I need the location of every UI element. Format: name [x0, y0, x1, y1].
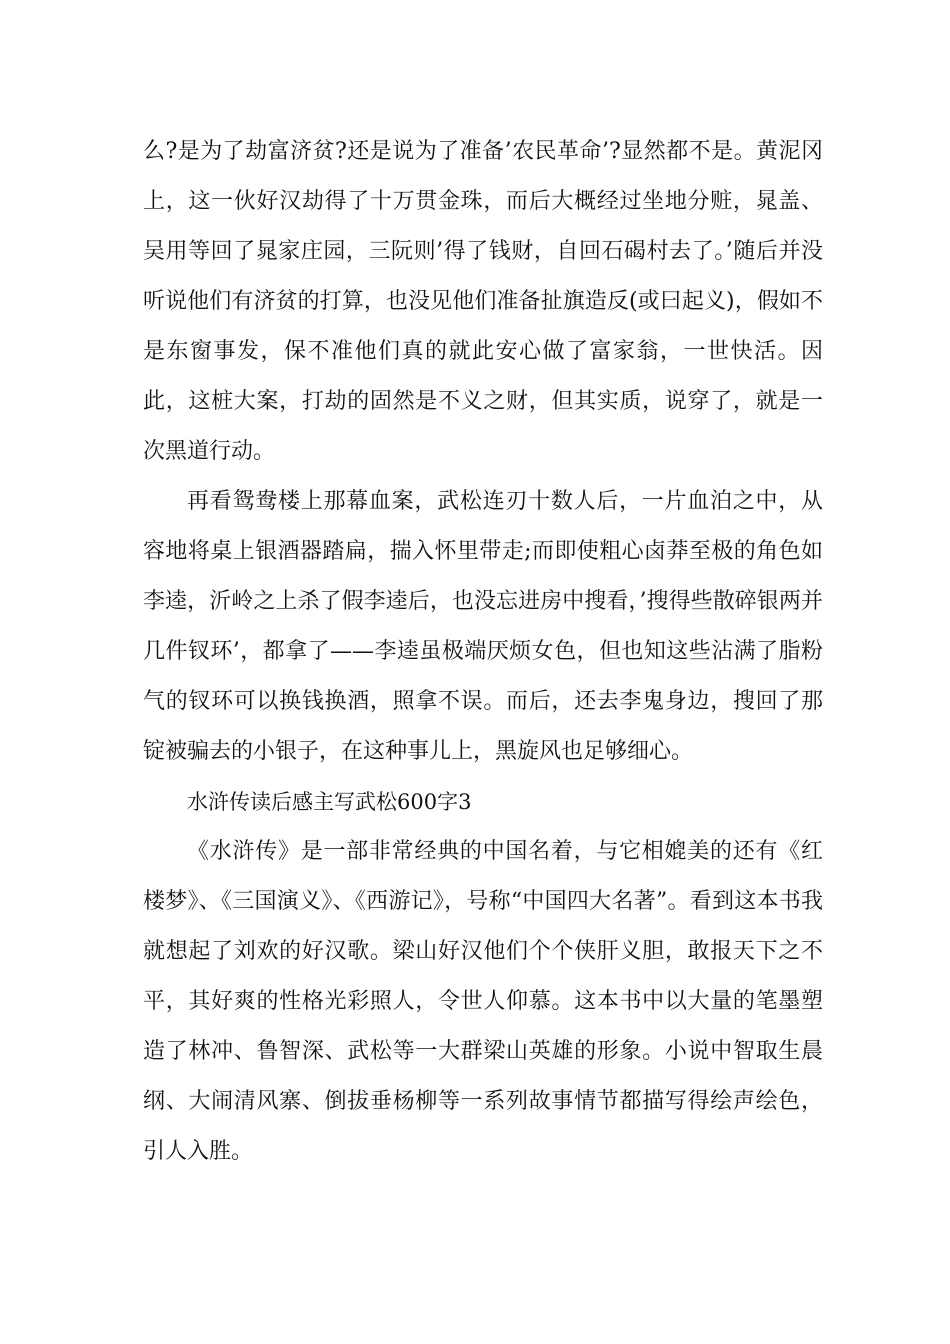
paragraph-yuanyang-tower: 再看鸳鸯楼上那幕血案，武松连刃十数人后，一片血泊之中，从容地将桌上银酒器踏扁，揣入怀里带走;而即使粗心卤莽至极的角色如李逵，沂岭之上杀了假李逵后，也没忘进房中搜看，’搜得些散碎银两并几件钗环’，都拿了——李逵虽极端厌烦女色，但也知这些沾满了脂粉气的钗环可以换钱换酒，照拿不误。而后，还去李鬼身边，搜回了那锭被骗去的小银子，在这种事儿上，黑旋风也足够细心。 — [143, 489, 823, 764]
section-heading: 水浒传读后感主写武松600字3 — [187, 790, 472, 814]
paragraph-continuation: 么?是为了劫富济贫?还是说为了准备’农民革命’?显然都不是。黄泥冈上，这一伙好汉劫得了十万贯金珠，而后大概经过坐地分赃，晁盖、吴用等回了晁家庄园，三阮则’得了钱财，自回石碣村去了。’随后并没听说他们有济贫的打算，也没见他们准备扯旗造反(或曰起义)，假如不是东窗事发，保不准他们真的就此安心做了富家翁，一世快活。因此，这桩大案，打劫的固然是不义之财，但其实质，说穿了，就是一次黑道行动。 — [143, 139, 823, 464]
document-body — [143, 127, 823, 1177]
paragraph-water-margin-intro: 《水浒传》是一部非常经典的中国名着，与它相媲美的还有《红楼梦》、《三国演义》、《西游记》，号称“中国四大名著”。看到这本书我就想起了刘欢的好汉歌。梁山好汉他们个个侠肝义胆，敢报天下之不平，其好爽的性格光彩照人，令世人仰慕。这本书中以大量的笔墨塑造了林冲、鲁智深、武松等一大群梁山英雄的形象。小说中智取生晨纲、大闹清风寨、倒拔垂杨柳等一系列故事情节都描写得绘声绘色，引人入胜。 — [143, 839, 823, 1164]
